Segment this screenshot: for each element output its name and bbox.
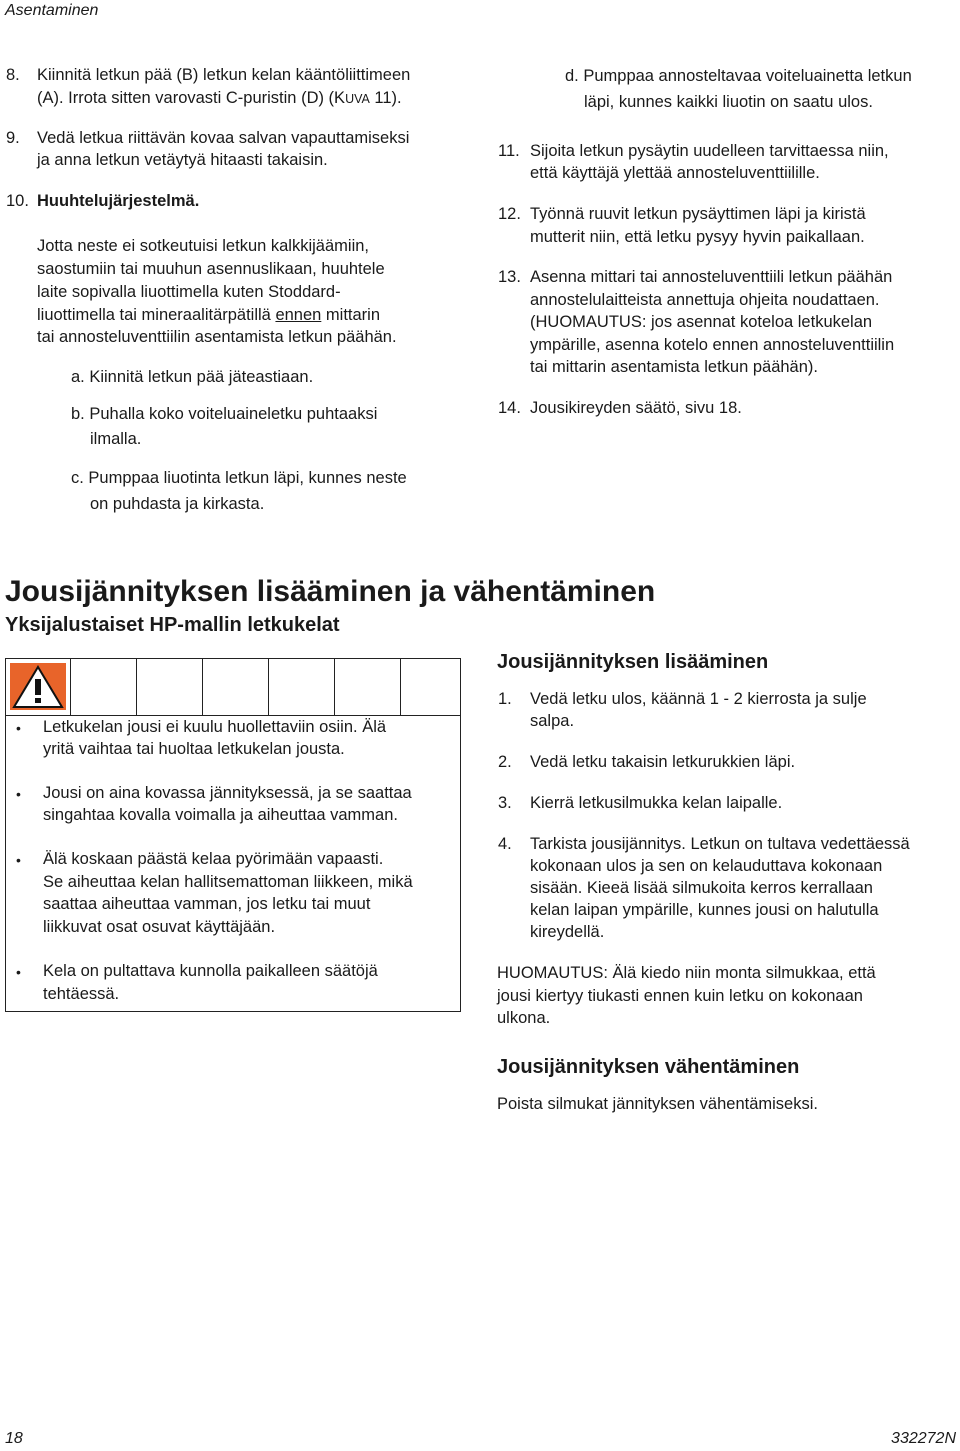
paragraph-line: saostumiin tai muuhun asennuslikaan, huuhtele: [37, 260, 385, 278]
substep-b-cont: ilmalla.: [90, 430, 142, 448]
step-text: mutterit niin, että letku pysyy hyvin paikallaan.: [530, 228, 865, 246]
substep-c-cont: on puhdasta ja kirkasta.: [90, 495, 265, 513]
warning-symbol-cell: [203, 659, 269, 715]
decrease-heading: Jousijännityksen vähentäminen: [497, 1056, 800, 1078]
document-id: 332272N: [891, 1430, 956, 1447]
step-number: 11.: [498, 142, 520, 160]
step-text: että käyttäjä ylettää annosteluventtiilille.: [530, 164, 820, 182]
warning-triangle-icon: [6, 659, 70, 714]
section-header: Asentaminen: [5, 2, 99, 19]
section-title: Jousijännityksen lisääminen ja vähentäminen: [5, 575, 656, 608]
paragraph-line: tai annosteluventtiilin asentamista letkun päähän.: [37, 328, 397, 346]
warning-symbol-cell: [137, 659, 203, 715]
step-text: Työnnä ruuvit letkun pysäyttimen läpi ja kiristä: [530, 205, 866, 223]
step-number: 9.: [6, 129, 20, 147]
warning-icon-cell: [6, 659, 71, 715]
substep-a: a. Kiinnitä letkun pää jäteastiaan.: [71, 368, 314, 386]
page-number: 18: [5, 1430, 23, 1447]
step-number: 14.: [498, 399, 521, 417]
substep-text: läpi, kunnes kaikki liuotin on saatu ulos.: [584, 93, 873, 111]
decrease-text: Poista silmukat jännityksen vähentämiseksi.: [497, 1095, 818, 1113]
step-text: (HUOMAUTUS: jos asennat koteloa letkukelan: [530, 313, 873, 331]
warning-box: • Letkukelan jousi ei kuulu huollettaviin osiin. Älä yritä vaihtaa tai huoltaa letkukelan jousta. • Jousi on aina kovassa jännityksessä, ja se saattaa singahtaa kovalla voimalla ja aiheuttaa vamman. • Älä koskaan päästä kelaa pyörimään vapaasti. Se aiheuttaa kelan hallitsemattoman liikkeen, mikä saattaa aiheuttaa vamman, jos letku tai muut liikkuvat osat osuvat käyttäjään. • Kela on pultattava kunnolla paikalleen säätöjä tehtäessä.: [5, 658, 461, 1012]
step-number: 13.: [498, 268, 521, 286]
warning-symbol-cell: [269, 659, 335, 715]
emphasis-ennen: ennen: [275, 306, 322, 324]
step-title: Huuhtelujärjestelmä.: [37, 192, 200, 210]
increase-heading: Jousijännityksen lisääminen: [497, 651, 769, 673]
warning-symbol-cell: [335, 659, 401, 715]
substep-c: c. Pumppaa liuotinta letkun läpi, kunnes neste: [71, 469, 407, 487]
substep-text: d. Pumppaa annosteltavaa voiteluainetta letkun: [565, 67, 912, 85]
step-text: Sijoita letkun pysäytin uudelleen tarvittaessa niin,: [530, 142, 889, 160]
step-text: ja anna letkun vetäytyä hitaasti takaisin.: [37, 151, 328, 169]
step-number: 12.: [498, 205, 521, 223]
paragraph-line: Jotta neste ei sotkeutuisi letkun kalkkijäämiin,: [37, 237, 369, 255]
warning-icon-row: [6, 659, 460, 716]
paragraph-line: laite sopivalla liuottimella kuten Stoddard-: [37, 283, 341, 301]
step-number: 10.: [6, 192, 29, 210]
step-number: 8.: [6, 66, 20, 84]
step-text: ympärille, asenna kotelo ennen annosteluventtiilin: [530, 336, 895, 354]
section-subtitle: Yksijalustaiset HP-mallin letkukelat: [5, 614, 340, 636]
step-text: tai mittarin asentamista letkun päähän).: [530, 358, 818, 376]
substep-b: b. Puhalla koko voiteluaineletku puhtaaksi: [71, 405, 378, 423]
step-text: annostelulaitteista annettuja ohjeita noudattaen.: [530, 291, 880, 309]
step-text: Jousikireyden säätö, sivu 18.: [530, 399, 742, 417]
step-text: Vedä letkua riittävän kovaa salvan vapauttamiseksi: [37, 129, 410, 147]
step-text: Kiinnitä letkun pää (B) letkun kelan kääntöliittimeen: [37, 66, 411, 84]
step-text: Asenna mittari tai annosteluventtiili letkun päähän: [530, 268, 893, 286]
paragraph-line: liuottimella tai mineraalitärpätillä ennen mittarin: [37, 306, 381, 324]
warning-symbol-cell: [71, 659, 137, 715]
step-text: (A). Irrota sitten varovasti C-puristin (D) (KUVA 11).: [37, 89, 402, 107]
